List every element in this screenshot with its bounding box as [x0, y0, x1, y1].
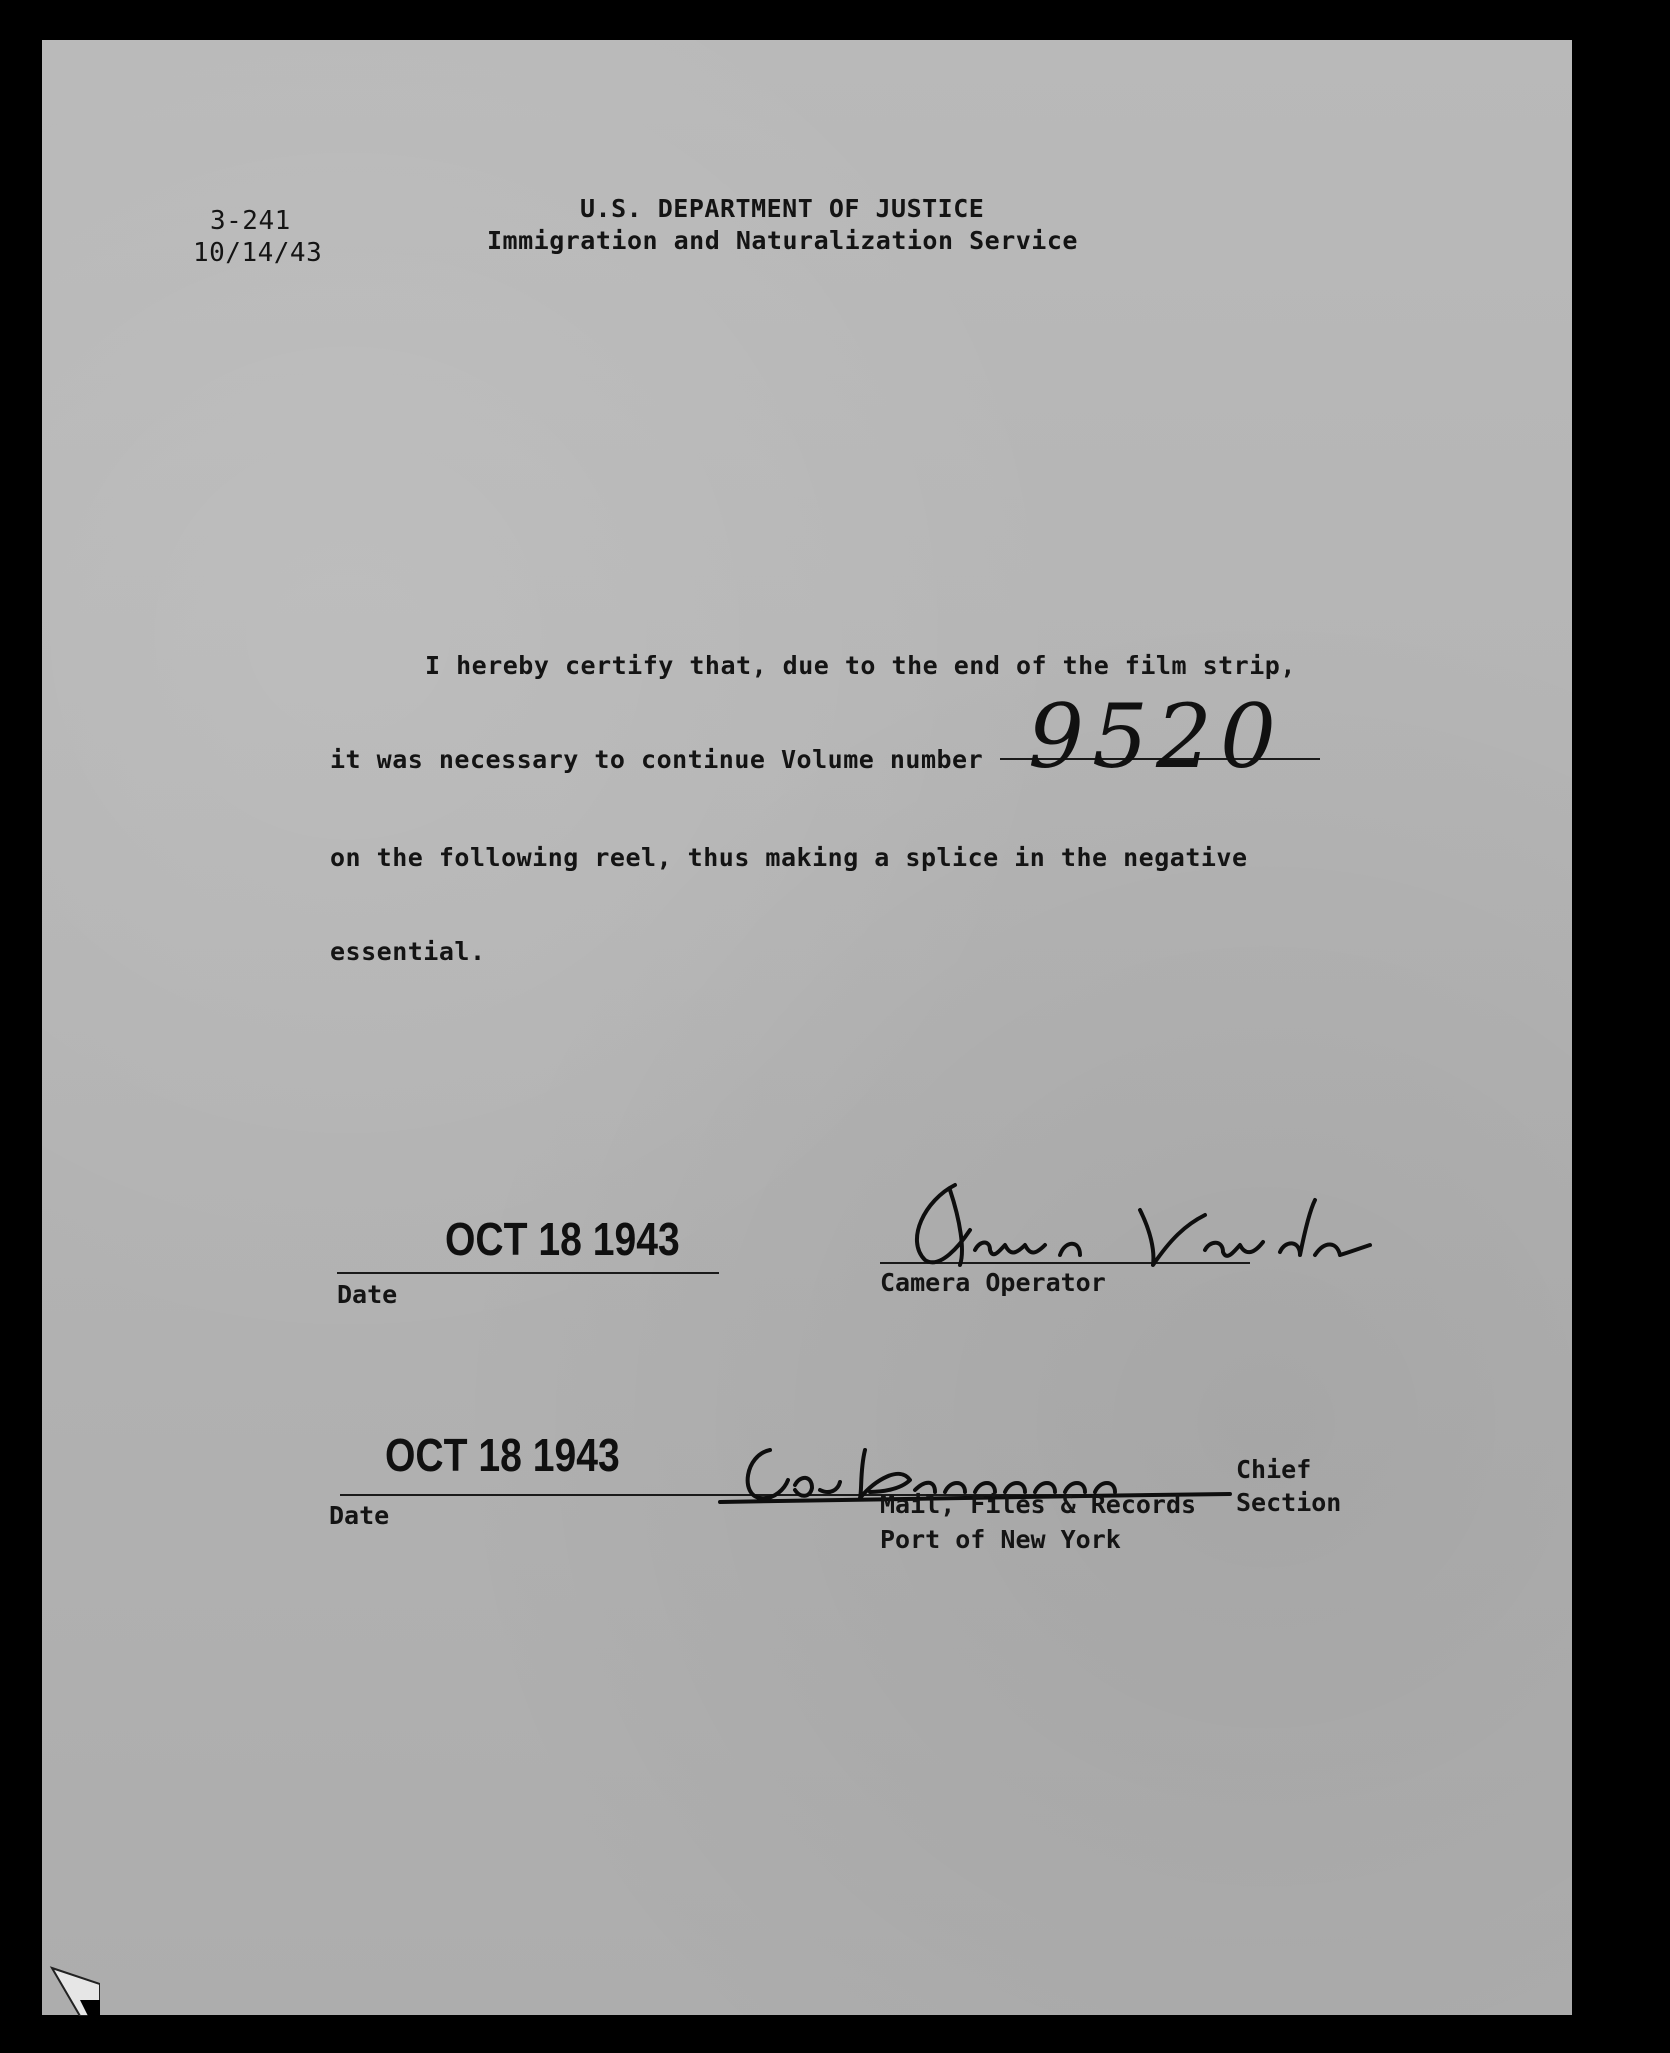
date-line-2 — [340, 1494, 720, 1496]
port-of-new-york-label: Port of New York — [880, 1525, 1121, 1554]
certification-line-2: it was necessary to continue Volume number — [330, 745, 984, 774]
mail-files-records-label: Mail, Files & Records — [880, 1490, 1197, 1519]
camera-operator-label: Camera Operator — [880, 1268, 1106, 1297]
form-number: 3-241 — [210, 206, 291, 236]
date-line-1 — [337, 1272, 719, 1274]
folded-corner-icon — [40, 1960, 100, 2016]
date-stamp-1: OCT 18 1943 — [445, 1213, 680, 1265]
document-page — [42, 40, 1572, 2015]
certification-line-3: on the following reel, thus making a splice in the negative — [330, 843, 1248, 872]
date-label-2: Date — [329, 1501, 390, 1530]
certification-line-4: essential. — [330, 937, 486, 966]
certification-line-1: I hereby certify that, due to the end of the film strip, — [425, 651, 1296, 680]
date-label-1: Date — [337, 1280, 398, 1309]
section-label: Section — [1236, 1488, 1342, 1517]
camera-operator-signature — [885, 1170, 1375, 1280]
chief-label: Chief — [1236, 1455, 1312, 1484]
date-stamp-2: OCT 18 1943 — [385, 1429, 620, 1481]
service-title: Immigration and Naturalization Service — [487, 226, 1078, 255]
agency-title: U.S. DEPARTMENT OF JUSTICE — [580, 194, 985, 223]
form-date: 10/14/43 — [193, 238, 323, 268]
volume-number: 9520 — [1028, 685, 1284, 788]
